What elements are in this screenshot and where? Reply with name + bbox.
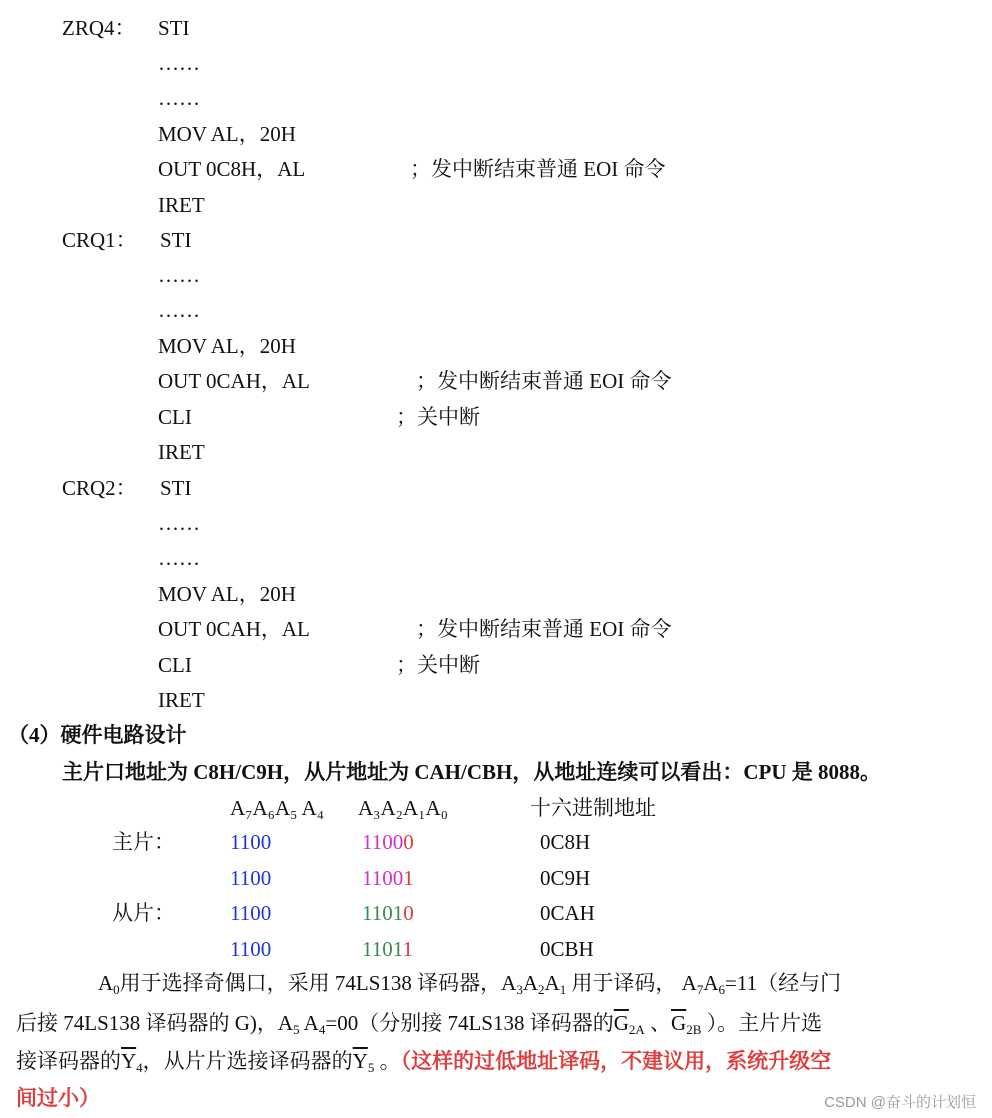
code-ellipsis: …… — [158, 86, 200, 110]
code-ellipsis: …… — [158, 298, 200, 322]
label-crq1: CRQ1： — [62, 228, 137, 252]
para-line-3: 接译码器的$\overline{Y}_4$，从片片选接译码器的$\overline{Y}_5$ 。（这样的过低地址译码，不建议用，系统升级空 — [16, 1049, 832, 1075]
code-comment-cli: ；关中断 — [396, 405, 480, 429]
table-col-high: A₇A₆A₅ A₄ — [230, 796, 325, 820]
code-mov: MOV AL，20H — [158, 582, 296, 606]
code-iret: IRET — [158, 688, 205, 712]
table-cell-hex: 0C9H — [540, 866, 591, 890]
table-cell-high: 1100 — [230, 937, 272, 961]
code-mov: MOV AL，20H — [158, 122, 296, 146]
table-cell-high: 1100 — [230, 866, 272, 890]
g2b-signal: $\overline{G}$ — [671, 1011, 687, 1035]
label-crq2: CRQ2： — [62, 476, 137, 500]
table-cell-low: 11001 — [362, 866, 414, 890]
table-cell-hex: 0CAH — [540, 901, 595, 925]
code-comment-eoi: ；发中断结束普通 EOI 命令 — [416, 369, 672, 393]
warning-note-cont: 间过小） — [16, 1086, 100, 1110]
code-sti: STI — [160, 476, 192, 500]
table-cell-high: 1100 — [230, 901, 272, 925]
code-cli: CLI — [158, 405, 192, 429]
code-out: OUT 0CAH，AL — [158, 369, 310, 393]
code-iret: IRET — [158, 193, 205, 217]
code-sti: STI — [160, 228, 192, 252]
g2a-signal: $\overline{G}$ — [613, 1011, 629, 1035]
table-col-hex: 十六进制地址 — [530, 796, 656, 820]
section-heading: （4）硬件电路设计 — [8, 723, 187, 747]
para-line-1: $A_0$用于选择奇偶口，采用 74LS138 译码器，$A_3A_2A_1$ 用于译码， $A_7A_6=11$（经与门 — [98, 971, 842, 997]
code-comment-eoi: ；发中断结束普通 EOI 命令 — [410, 157, 666, 181]
code-ellipsis: …… — [158, 263, 200, 287]
code-ellipsis: …… — [158, 511, 200, 535]
code-comment-cli: ；关中断 — [396, 653, 480, 677]
table-cell-hex: 0CBH — [540, 937, 594, 961]
section-intro: 主片口地址为 C8H/C9H，从片地址为 CAH/CBH，从地址连续可以看出：CPU 是 8088。 — [62, 760, 881, 784]
y4-signal: $\overline{Y}$ — [121, 1049, 137, 1073]
table-cell-hex: 0C8H — [540, 830, 591, 854]
code-comment-eoi: ；发中断结束普通 EOI 命令 — [416, 617, 672, 641]
table-col-low: A₃A₂A₁A₀ — [358, 796, 448, 820]
table-label-master: 主片： — [112, 830, 175, 854]
code-ellipsis: …… — [158, 51, 200, 75]
watermark: CSDN @奋斗的计划恒 — [824, 1094, 976, 1111]
table-cell-low: 11011 — [362, 937, 413, 961]
code-cli: CLI — [158, 653, 192, 677]
table-cell-high: 1100 — [230, 830, 272, 854]
table-cell-low: 11000 — [362, 830, 414, 854]
code-mov: MOV AL，20H — [158, 334, 296, 358]
code-out: OUT 0CAH，AL — [158, 617, 310, 641]
code-out: OUT 0C8H，AL — [158, 157, 306, 181]
para-line-2: 后接 74LS138 译码器的 G)，$A_5$ $A_4=00$（分别接 74LS138 译码器的$\overline{G}_{2A}$ 、$\overline{G}_{2B}$ ）。主片片选 — [16, 1011, 823, 1037]
table-cell-low: 11010 — [362, 901, 414, 925]
code-iret: IRET — [158, 440, 205, 464]
label-zrq4: ZRQ4： — [62, 16, 136, 40]
table-label-slave: 从片： — [112, 901, 175, 925]
code-ellipsis: …… — [158, 546, 200, 570]
y5-signal: $\overline{Y}$ — [352, 1049, 368, 1073]
warning-note: （这样的过低地址译码，不建议用，系统升级空 — [400, 1049, 832, 1073]
code-sti: STI — [158, 16, 190, 40]
